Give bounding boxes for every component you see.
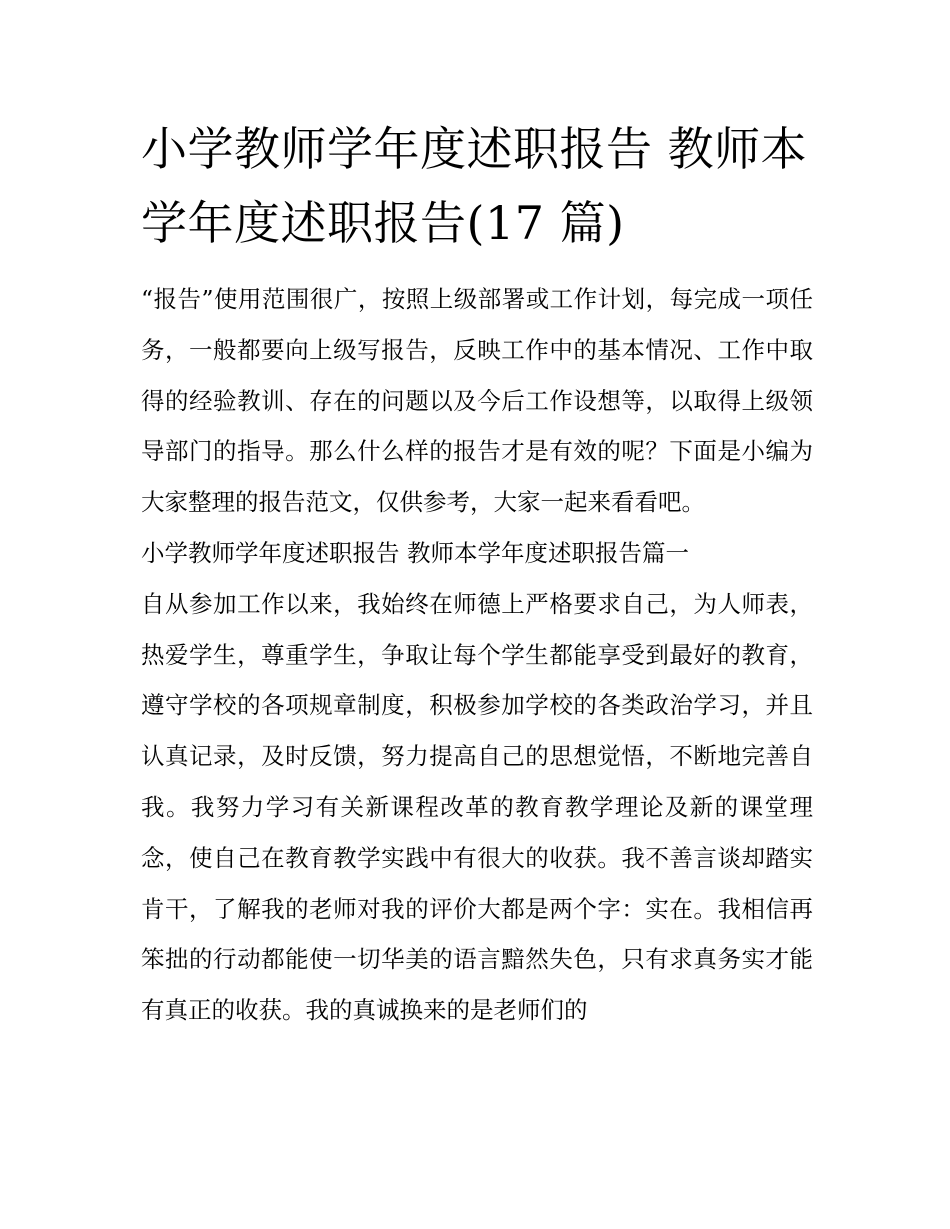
body-paragraph: 自从参加工作以来，我始终在师德上严格要求自己，为人师表，热爱学生，尊重学生，争取让每个学生都能享受到最好的教育，遵守学校的各项规章制度，积极参加学校的各类政治学习，并且认真记录，及时反馈，努力提高自己的思想觉悟，不断地完善自我。我努力学习有关新课程改革的教育教学理论及新的课堂理念，使自己在教育教学实践中有很大的收获。我不善言谈却踏实肯干，了解我的老师对我的评价大都是两个字：实在。我相信再笨拙的行动都能使一切华美的语言黯然失色，只有求真务实才能有真正的收获。我的真诚换来的是老师们的 (141, 589, 813, 1025)
section-heading: 小学教师学年度述职报告 教师本学年度述职报告篇一 (141, 538, 689, 567)
document-content (141, 112, 813, 1036)
intro-paragraph: “报告”使用范围很广，按照上级部署或工作计划，每完成一项任务，一般都要向上级写报告，反映工作中的基本情况、工作中取得的经验教训、存在的问题以及今后工作设想等，以取得上级领导部门的指导。那么什么样的报告才是有效的呢？下面是小编为大家整理的报告范文，仅供参考，大家一起来看看吧。 (141, 285, 813, 517)
document-title: 小学教师学年度述职报告 教师本学年度述职报告(17 篇) (141, 122, 808, 250)
